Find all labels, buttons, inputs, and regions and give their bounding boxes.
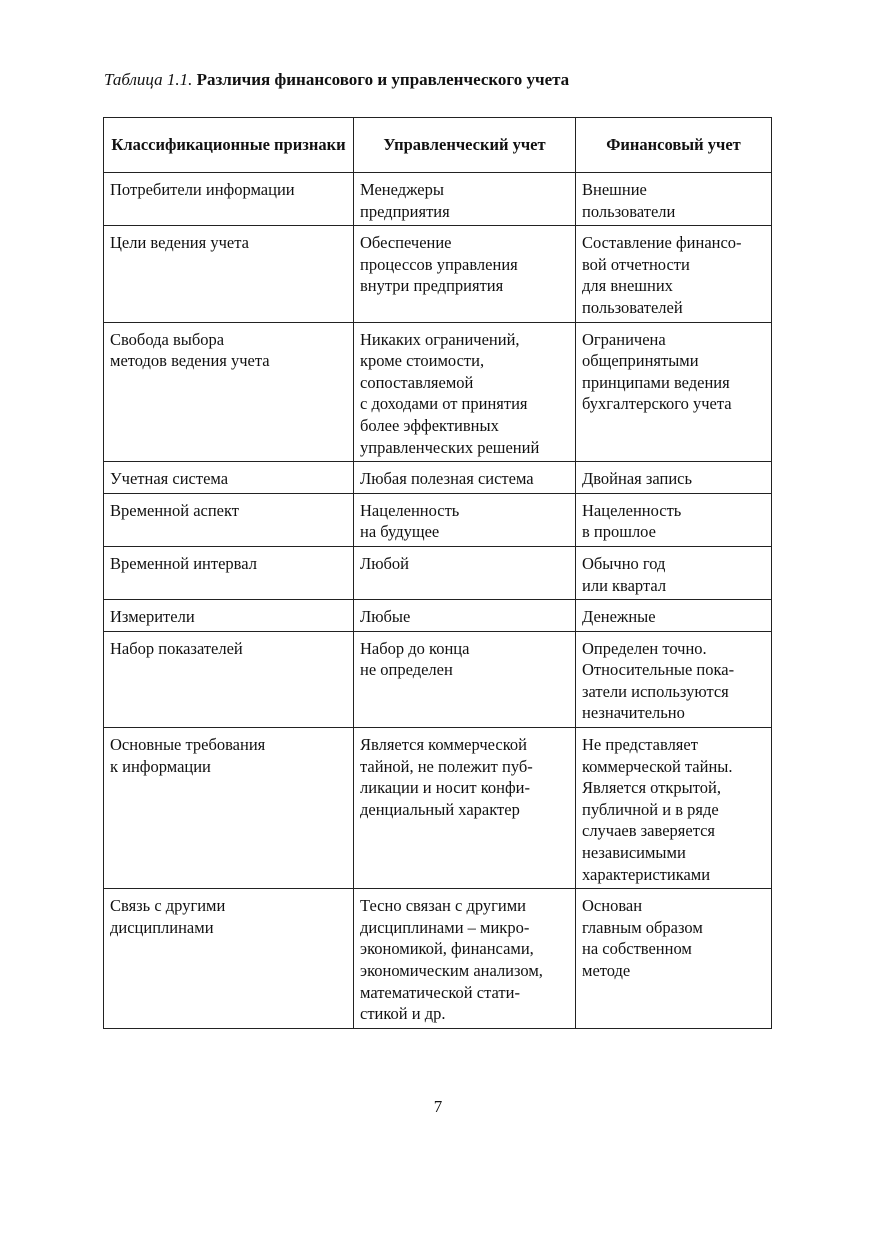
table-caption bbox=[104, 70, 569, 90]
cell-management bbox=[354, 493, 576, 546]
caption-title: Различия финансового и управленческого учета bbox=[196, 70, 570, 89]
cell-criterion bbox=[104, 173, 354, 226]
cell-text: Определен точно. Относительные пока- затели используются незначительно bbox=[582, 638, 735, 723]
cell-text: Никаких ограничений, кроме стоимости, сопоставляемой с доходами от принятия более эффективных управленческих решений bbox=[360, 329, 540, 457]
cell-text: Основные требования к информации bbox=[110, 735, 266, 776]
cell-text: Обычно год или квартал bbox=[582, 553, 667, 595]
cell-management bbox=[354, 546, 576, 599]
cell-criterion bbox=[104, 728, 354, 889]
cell-criterion bbox=[104, 462, 354, 494]
cell-text: Менеджеры предприятия bbox=[360, 180, 450, 221]
cell-management bbox=[354, 322, 576, 462]
table-row bbox=[104, 322, 772, 462]
table-row bbox=[104, 631, 772, 727]
cell-financial bbox=[576, 600, 772, 632]
cell-financial bbox=[576, 546, 772, 599]
table-row bbox=[104, 728, 772, 889]
cell-criterion bbox=[104, 889, 354, 1029]
cell-text: Любые bbox=[360, 607, 411, 627]
cell-text: Двойная запись bbox=[582, 469, 693, 489]
cell-text: Составление финансо- вой отчетности для внешних пользователей bbox=[582, 233, 742, 317]
cell-text: Не представляет коммерческой тайны. Является открытой, публичной и в ряде случаев заверяется независимыми характеристиками bbox=[582, 735, 733, 884]
cell-text: Потребители информации bbox=[110, 180, 295, 199]
cell-management bbox=[354, 889, 576, 1029]
comparison-table bbox=[103, 117, 772, 1029]
cell-management bbox=[354, 173, 576, 226]
cell-text: Цели ведения учета bbox=[110, 233, 249, 253]
cell-criterion bbox=[104, 546, 354, 599]
table-header-row bbox=[104, 118, 772, 173]
cell-management bbox=[354, 462, 576, 494]
cell-text: Основан главным образом на собственном методе bbox=[582, 896, 703, 980]
cell-text: Свобода выбора методов ведения учета bbox=[110, 329, 270, 371]
cell-text: Ограничена общепринятыми принципами ведения бухгалтерского учета bbox=[582, 329, 732, 414]
cell-management bbox=[354, 600, 576, 632]
cell-text: Денежные bbox=[582, 607, 656, 627]
cell-text: Является коммерческой тайной, не полежит пуб- ликации и носит конфи- денциальный характер bbox=[360, 735, 533, 819]
table-row bbox=[104, 462, 772, 494]
cell-text: Измерители bbox=[110, 607, 195, 627]
cell-financial bbox=[576, 631, 772, 727]
cell-text: Тесно связан с другими дисциплинами – микро- экономикой, финансами, экономическим анализом, математической стати- стикой и др. bbox=[360, 896, 543, 1024]
table-row bbox=[104, 173, 772, 226]
cell-financial bbox=[576, 889, 772, 1029]
cell-text: Учетная система bbox=[110, 469, 229, 489]
header-financial-accounting: Финансовый учет bbox=[576, 118, 772, 173]
cell-criterion bbox=[104, 631, 354, 727]
cell-criterion bbox=[104, 600, 354, 632]
cell-text: Временной интервал bbox=[110, 553, 257, 573]
cell-financial bbox=[576, 728, 772, 889]
cell-financial bbox=[576, 173, 772, 226]
cell-text: Нацеленность на будущее bbox=[360, 500, 460, 542]
cell-text: Связь с другими дисциплинами bbox=[110, 896, 226, 937]
cell-financial bbox=[576, 462, 772, 494]
table-body bbox=[104, 173, 772, 1029]
cell-management bbox=[354, 631, 576, 727]
header-management-accounting: Управленческий учет bbox=[354, 118, 576, 173]
cell-text: Любой bbox=[360, 553, 409, 573]
cell-text: Любая полезная система bbox=[360, 469, 534, 489]
cell-criterion bbox=[104, 322, 354, 462]
cell-financial bbox=[576, 226, 772, 322]
cell-text: Внешние пользователи bbox=[582, 180, 676, 221]
cell-management bbox=[354, 226, 576, 322]
table-row bbox=[104, 600, 772, 632]
table-row bbox=[104, 546, 772, 599]
cell-management bbox=[354, 728, 576, 889]
page-number: 7 bbox=[433, 1097, 443, 1116]
cell-criterion bbox=[104, 493, 354, 546]
cell-text: Набор до конца не определен bbox=[360, 638, 470, 680]
table-row bbox=[104, 226, 772, 322]
cell-text: Обеспечение процессов управления внутри предприятия bbox=[360, 233, 518, 296]
cell-text: Набор показателей bbox=[110, 638, 243, 658]
cell-text: Временной аспект bbox=[110, 500, 240, 520]
table-row bbox=[104, 493, 772, 546]
table-row bbox=[104, 889, 772, 1029]
header-classification: Классификационные признаки bbox=[104, 118, 354, 173]
cell-criterion bbox=[104, 226, 354, 322]
cell-text: Нацеленность в прошлое bbox=[582, 500, 682, 542]
cell-financial bbox=[576, 493, 772, 546]
caption-label: Таблица 1.1. bbox=[104, 70, 193, 89]
cell-financial bbox=[576, 322, 772, 462]
